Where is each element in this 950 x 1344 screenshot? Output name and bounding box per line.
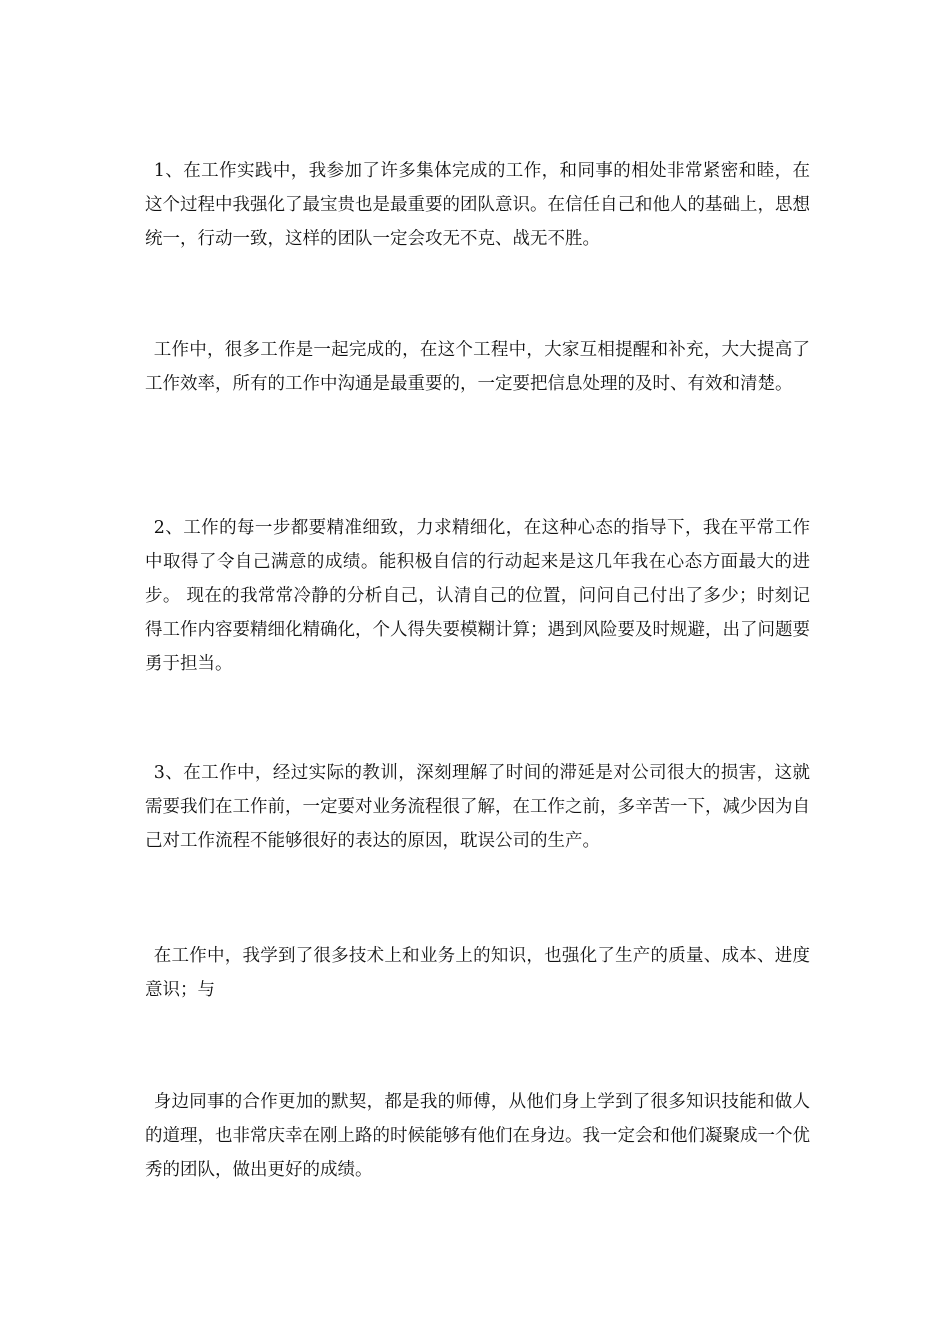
paragraph-time-delay: 3、在工作中，经过实际的教训，深刻理解了时间的滞延是对公司很大的损害，这就需要我们在工作前，一定要对业务流程很了解，在工作之前，多辛苦一下，减少因为自己对工作流程不能够很好的表达的原因，耽误公司的生产。 (145, 763, 810, 851)
paragraph-colleagues: 身边同事的合作更加的默契，都是我的师傅，从他们身上学到了很多知识技能和做人的道理，也非常庆幸在刚上路的时候能够有他们在身边。我一定会和他们凝聚成一个优秀的团队，做出更好的成绩。 (145, 1092, 810, 1180)
paragraph-communication: 工作中，很多工作是一起完成的，在这个工程中，大家互相提醒和补充，大大提高了工作效率，所有的工作中沟通是最重要的，一定要把信息处理的及时、有效和清楚。 (145, 340, 810, 394)
paragraph-knowledge: 在工作中，我学到了很多技术上和业务上的知识，也强化了生产的质量、成本、进度意识；与 (145, 946, 810, 1000)
paragraph-precision: 2、工作的每一步都要精准细致，力求精细化，在这种心态的指导下，我在平常工作中取得了令自己满意的成绩。能积极自信的行动起来是这几年我在心态方面最大的进步。 现在的我常常冷静的分析自己，认清自己的位置，问问自己付出了多少；时刻记得工作内容要精细化精确化，个人得失要模糊计算；遇到风险要及时规避，出了问题要勇于担当。 (145, 518, 810, 674)
paragraph-teamwork: 1、在工作实践中，我参加了许多集体完成的工作，和同事的相处非常紧密和睦，在这个过程中我强化了最宝贵也是最重要的团队意识。在信任自己和他人的基础上，思想统一，行动一致，这样的团队一定会攻无不克、战无不胜。 (145, 161, 810, 249)
